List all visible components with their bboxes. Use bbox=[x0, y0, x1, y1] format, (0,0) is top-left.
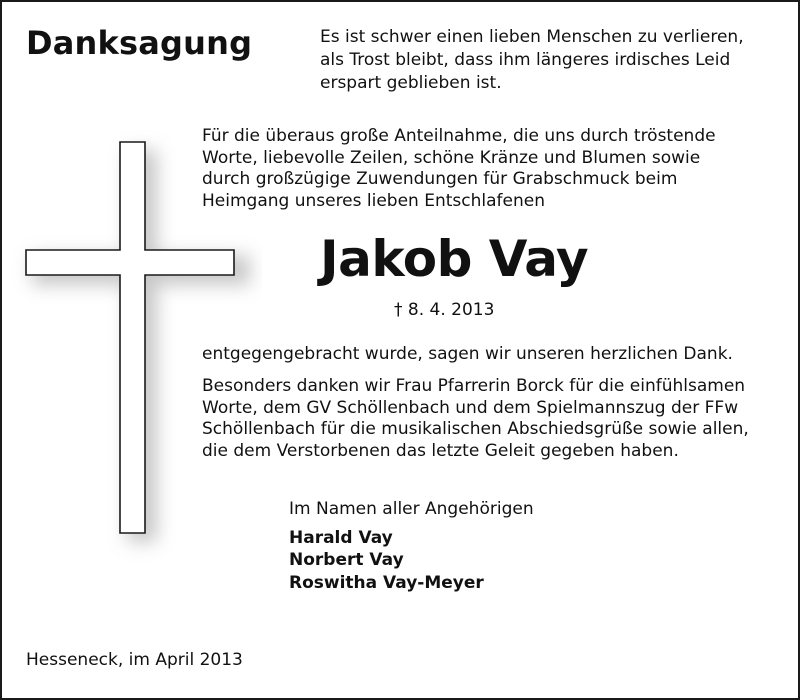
special-thanks-line: die dem Verstorbenen das letzte Geleit gegeben haben. bbox=[202, 440, 679, 461]
cross-icon bbox=[2, 2, 262, 562]
intro-paragraph bbox=[202, 126, 792, 212]
signoff-block bbox=[289, 498, 534, 594]
death-date: † 8. 4. 2013 bbox=[394, 300, 495, 320]
verse-line: als Trost bleibt, dass ihm längeres irdisches Leid bbox=[320, 50, 731, 70]
signoff-intro: Im Namen aller Angehörigen bbox=[289, 499, 534, 519]
memorial-verse bbox=[320, 26, 790, 95]
signatory-name: Norbert Vay bbox=[289, 550, 404, 570]
intro-line: Heimgang unseres lieben Entschlafenen bbox=[202, 190, 545, 211]
intro-line: Worte, liebevolle Zeilen, schöne Kränze und Blumen sowie bbox=[202, 147, 701, 168]
intro-line: Für die überaus große Anteilnahme, die uns durch tröstende bbox=[202, 126, 716, 146]
deceased-name: Jakob Vay bbox=[320, 230, 589, 288]
thanks-line bbox=[202, 344, 792, 366]
place-and-date: Hesseneck, im April 2013 bbox=[26, 650, 243, 670]
special-thanks-line: Besonders danken wir Frau Pfarrerin Borck für die einfühlsamen bbox=[202, 376, 746, 396]
special-thanks-line: Schöllenbach für die musikalischen Abschiedsgrüße sowie allen, bbox=[202, 419, 749, 439]
page-title: Danksagung bbox=[26, 24, 253, 62]
verse-line: Es ist schwer einen lieben Menschen zu verlieren, bbox=[320, 27, 744, 47]
thanks-text: entgegengebracht wurde, sagen wir unseren herzlichen Dank. bbox=[202, 344, 733, 364]
special-thanks-line: Worte, dem GV Schöllenbach und dem Spielmannszug der FFw bbox=[202, 397, 739, 418]
signatory-name: Harald Vay bbox=[289, 527, 393, 548]
intro-line: durch großzügige Zuwendungen für Grabschmuck beim bbox=[202, 169, 678, 189]
verse-line: erspart geblieben ist. bbox=[320, 73, 502, 93]
signatory-name: Roswitha Vay-Meyer bbox=[289, 572, 484, 593]
special-thanks-paragraph bbox=[202, 376, 792, 462]
